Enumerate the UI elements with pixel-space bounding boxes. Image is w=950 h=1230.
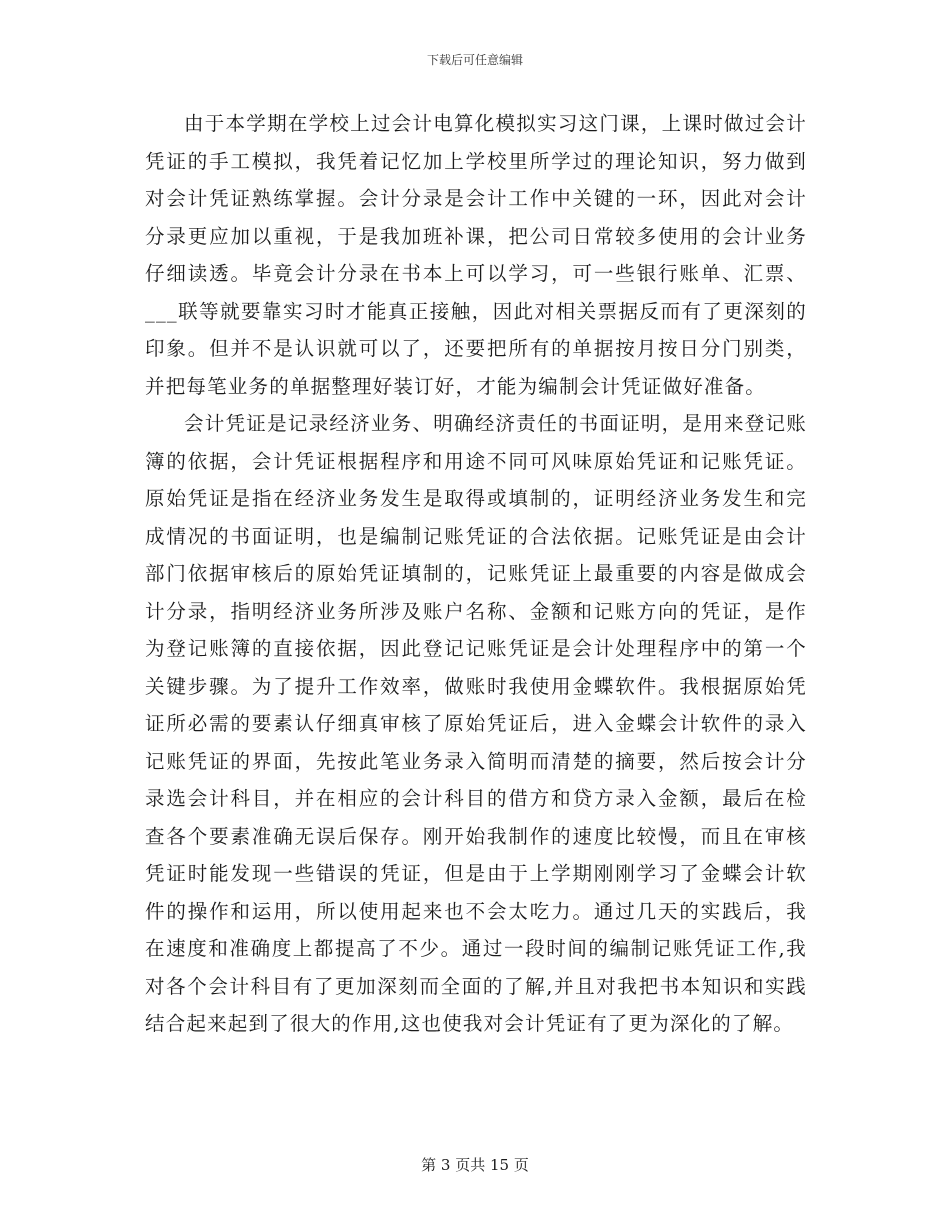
page-header: 下载后可任意编辑 [426, 53, 523, 67]
page-number-footer: 第 3 页共 15 页 [421, 1156, 529, 1174]
paragraph-1: 由于本学期在学校上过会计电算化模拟实习这门课，上课时做过会计凭证的手工模拟，我凭着记忆加上学校里所学过的理论知识，努力做到对会计凭证熟练掌握。会计分录是会计工作中关键的一环，因此对会计分录更应加以重视，于是我加班补课，把公司日常较多使用的会计业务仔细读透。毕竟会计分录在书本上可以学习，可一些银行账单、汇票、___联等就要靠实习时才能真正接触，因此对相关票据反而有了更深刻的印象。但并不是认识就可以了，还要把所有的单据按月按日分门别类，并把每笔业务的单据整理好装订好，才能为编制会计凭证做好准备。 [145, 112, 807, 398]
document-body [145, 105, 807, 1043]
paragraph-2: 会计凭证是记录经济业务、明确经济责任的书面证明，是用来登记账簿的依据，会计凭证根据程序和用途不同可风味原始凭证和记账凭证。原始凭证是指在经济业务发生是取得或填制的，证明经济业务发生和完成情况的书面证明，也是编制记账凭证的合法依据。记账凭证是由会计部门依据审核后的原始凭证填制的，记账凭证上最重要的内容是做成会计分录，指明经济业务所涉及账户名称、金额和记账方向的凭证，是作为登记账簿的直接依据，因此登记记账凭证是会计处理程序中的第一个关键步骤。为了提升工作效率，做账时我使用金蝶软件。我根据原始凭证所必需的要素认仔细真审核了原始凭证后，进入金蝶会计软件的录入记账凭证的界面，先按此笔业务录入简明而清楚的摘要，然后按会计分录选会计科目，并在相应的会计科目的借方和贷方录入金额，最后在检查各个要素准确无误后保存。刚开始我制作的速度比较慢，而且在审核凭证时能发现一些错误的凭证，但是由于上学期刚刚学习了金蝶会计软件的操作和运用，所以使用起来也不会太吃力。通过几天的实践后，我在速度和准确度上都提高了不少。通过一段时间的编制记账凭证工作,我对各个会计科目有了更加深刻而全面的了解,并且对我把书本知识和实践结合起来起到了很大的作用,这也使我对会计凭证有了更为深化的了解。 [145, 412, 807, 1035]
